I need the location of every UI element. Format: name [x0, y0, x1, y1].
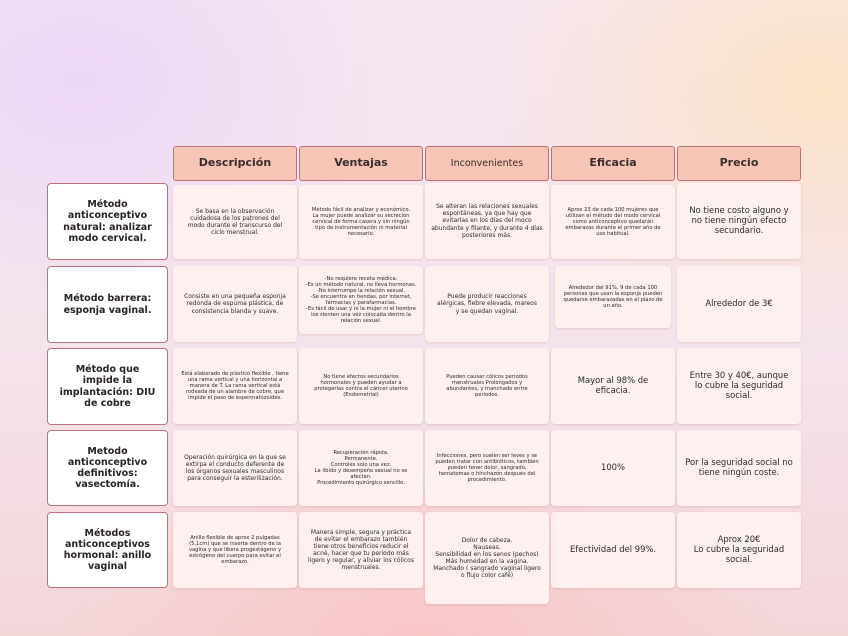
- method-vasectomia: Metodo anticonceptivo definitivos: vasectomía.: [47, 430, 168, 506]
- cell-eficacia-diu: Mayor al 98% de eficacia.: [551, 348, 675, 424]
- cell-inconvenientes-anillo: Dolor de cabeza. Nauseas. Sensibilidad en los senos (pechos) Más humedad en la vagina. Manchado ( sangrado vaginal ligero o flujo color café): [425, 512, 549, 604]
- cell-precio-vasectomia: Por la seguridad social no tiene ningún coste.: [677, 430, 801, 506]
- header-eficacia: Eficacia: [551, 146, 675, 181]
- cell-ventajas-vasectomia: Recuperación rápida. Permanente. Controles solo una vez. La libido y desempeño sexual no se afectan. Procedimiento quirúrgico sencillo.: [299, 430, 423, 506]
- method-natural-cervical: Método anticonceptivo natural: analizar modo cervical.: [47, 183, 168, 260]
- cell-ventajas-diu: No tiene efectos secundarios hormonales y pueden ayudar a protegerlas contra el cáncer uterino (Endometrial): [299, 348, 423, 424]
- cell-inconvenientes-natural: Se alteran las relaciones sexuales espontáneas, ya que hay que evitarlas en los días del moco abundante y filante, y durante 4 días posteriores más.: [425, 183, 549, 259]
- cell-eficacia-anillo: Efectividad del 99%.: [551, 512, 675, 588]
- cell-inconvenientes-esponja: Puede producir reacciones alérgicas, fiebre elevada, mareos y se quedan vaginal.: [425, 266, 549, 342]
- cell-precio-anillo: Aprox 20€ Lo cubre la seguridad social.: [677, 512, 801, 588]
- cell-eficacia-vasectomia: 100%: [551, 430, 675, 506]
- method-diu-cobre: Método que impide la implantación: DIU de cobre: [47, 348, 168, 425]
- header-descripcion: Descripción: [173, 146, 297, 181]
- cell-inconvenientes-vasectomia: Infecciones, pero suelen ser leves y se pueden tratar con antibióticos, también pueden tener dolor, sangrado, hematomas o hinchazón después del procedimiento.: [425, 430, 549, 506]
- cell-ventajas-esponja: -No requiere receta médica. -Es un método natural, no lleva hormonas. -No interrumpe la relación sexual. -Se encuentra en tiendas, por internet, farmacias y parafarmacias. -Es fácil de usar y ni la mujer ni el hombre los sienten una vez colocada dentro la relación sexual.: [299, 266, 423, 334]
- cell-inconvenientes-diu: Pueden causar cólicos periodos menstruales Prolongados y abundantes, y manchado entre periodos.: [425, 348, 549, 424]
- cell-descripcion-natural: Se basa en la observación cuidadosa de los patrones del modo durante el transcurso del ciclo menstrual.: [173, 185, 297, 259]
- cell-eficacia-natural: Aprox 23 de cada 100 mujeres que utilizan el método del modo cervical como anticonceptivo quedarán embarazas durante el primer año de uso habitual.: [551, 185, 675, 259]
- cell-descripcion-vasectomia: Operación quirúrgica en la que se extirpa el conducto deferente de los órganos sexuales masculinos para conseguir la esterilización.: [173, 430, 297, 506]
- cell-precio-diu: Entre 30 y 40€, aunque lo cubre la seguridad social.: [677, 348, 801, 424]
- cell-precio-natural: No tiene costo alguno y no tiene ningún efecto secundario.: [677, 183, 801, 259]
- header-ventajas: Ventajas: [299, 146, 423, 181]
- cell-descripcion-anillo: Anillo flexible de aprox 2 pulgadas (5,1cm) que se inserta dentro de la vagina y que libera progestágeno y estrógeno del cuerpo para evitar el embarazo.: [173, 512, 297, 588]
- cell-descripcion-diu: Está elaborado de plástico flexible , tiene una rama vertical y una horizontal a manera de T. La rama vertical está rodeada de un alambre de cobre, que impide el paso de espermatozoides.: [173, 348, 297, 424]
- method-anillo-vaginal: Métodos anticonceptivos hormonal: anillo vaginal: [47, 512, 168, 588]
- cell-ventajas-natural: Método fácil de analizar y económico. La mujer puede analizar su secreción cervical de forma casera y sin ningún tipo de instrumentación ni material necesario.: [299, 185, 423, 259]
- header-inconvenientes: Inconvenientes: [425, 146, 549, 181]
- header-precio: Precio: [677, 146, 801, 181]
- method-barrera-esponja: Método barrera: esponja vaginal.: [47, 266, 168, 343]
- cell-descripcion-esponja: Consiste en una pequeña esponja redonda de espuma plástica, de consistencia blanda y suave.: [173, 266, 297, 342]
- cell-ventajas-anillo: Manera simple, segura y práctica de evitar el embarazo también tiene otros beneficios reducir el acné, hacer que tu periodo más ligero y regular, y aliviar los cólicos menstruales.: [299, 512, 423, 588]
- cell-precio-esponja: Alrededor de 3€: [677, 266, 801, 342]
- cell-eficacia-esponja: Alrededor del 91%, 9 de cada 100 personas que usan la esponja pueden quedarse embarazadas en el plazo de un año.: [555, 266, 671, 328]
